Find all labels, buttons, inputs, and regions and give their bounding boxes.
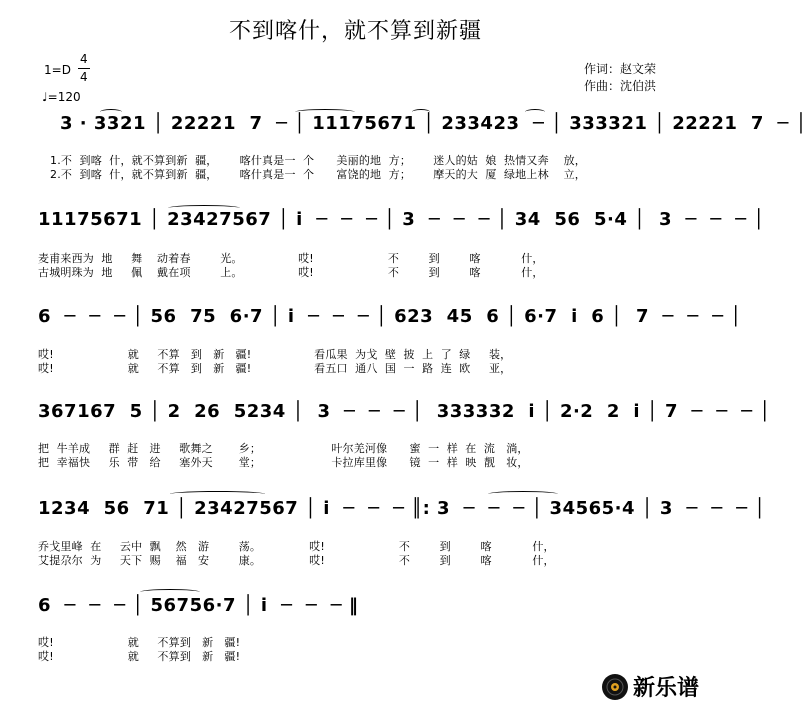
record-disc-icon [601,673,629,701]
notes-system-5: 1234 56 71 │ 23427567 │ i ─ ─ ─ ║: 3 ─ ─ ─ │ 34565·4 │ 3 ─ ─ ─ │ [38,498,766,519]
slur-mark [168,205,240,211]
notes-system-6: 6 ─ ─ ─ │ 56756·7 │ i ─ ─ ─ ‖ [38,595,359,616]
lyrics-system-5-verse-1: 乔戈里峰 在 云中 飘 然 游 荡。 哎! 不 到 喀 什， [38,540,555,553]
notes-system-2: 11175671 │ 23427567 │ i ─ ─ ─ │ 3 ─ ─ ─ │ 34 56 5·4 │ 3 ─ ─ ─ │ [38,209,765,230]
slur-mark [525,109,545,115]
lyrics-system-5-verse-2: 艾提尕尔 为 天下 赐 福 安 康。 哎! 不 到 喀 什， [38,554,555,567]
slur-mark [100,109,122,115]
lyrics-system-6-verse-1: 哎! 就 不算到 新 疆! [38,636,241,649]
notes-system-3: 6 ─ ─ ─ │ 56 75 6·7 │ i ─ ─ ─ │ 623 45 6 │ 6·7 i 6 │ 7 ─ ─ ─ │ [38,306,742,327]
time-signature-top: 4 [80,52,88,66]
lyrics-system-2-verse-2: 古城明珠为 地 佩 戴在项 上。 哎! 不 到 喀 什， [38,266,544,279]
lyrics-system-1-verse-2: 2.不 到喀 什，就不算到新 疆， 喀什真是一 个 富饶的地 方； 摩天的大 厦 绿地上林 立， [50,168,586,181]
composer-credit: 作曲：沈伯洪 [584,79,657,93]
time-signature-line [78,68,90,69]
tempo-marking: ♩=120 [42,90,81,104]
notes-system-4: 367167 5 │ 2 26 5234 │ 3 ─ ─ ─ │ 333332 i │ 2·2 2 i │ 7 ─ ─ ─ │ [38,401,771,422]
time-signature-bottom: 4 [80,70,88,84]
key-signature: 1=D [44,63,71,77]
lyrics-system-4-verse-1: 把 牛羊成 群 赶 进 歌舞之 乡； 叶尔羌河像 蜜 一 样 在 流 淌， [38,442,529,455]
brand-logo [601,671,699,702]
slur-mark [488,491,558,497]
lyrics-system-4-verse-2: 把 幸福快 乐 带 给 塞外天 堂； 卡拉库里像 镜 一 样 映 靓 妆， [38,456,529,469]
slur-mark [295,109,355,115]
lyricist-credit: 作词：赵文荣 [584,62,657,76]
lyrics-system-2-verse-1: 麦甫来西为 地 舞 动着春 光。 哎! 不 到 喀 什， [38,252,544,265]
song-title: 不到喀什，就不算到新疆 [228,19,482,44]
lyrics-system-3-verse-2: 哎! 就 不算 到 新 疆! 看五口 通八 国 一 路 连 欧 亚， [38,362,512,375]
slur-mark [170,491,265,497]
slur-mark [140,589,200,595]
notes-system-1: 3 · 3321 │ 22221 7 ─ │ 11175671 │ 233423 ─ │ 333321 │ 22221 7 ─ │ [60,113,807,134]
lyrics-system-6-verse-2: 哎! 就 不算到 新 疆! [38,650,241,663]
slur-mark [412,109,430,115]
lyrics-system-3-verse-1: 哎! 就 不算 到 新 疆! 看瓜果 为戈 壁 披 上 了 绿 装， [38,348,512,361]
lyrics-system-1-verse-1: 1.不 到喀 什，就不算到新 疆， 喀什真是一 个 美丽的地 方； 迷人的姑 娘 热情又奔 放， [50,154,586,167]
brand-logo-text: 新乐谱 [632,676,699,701]
